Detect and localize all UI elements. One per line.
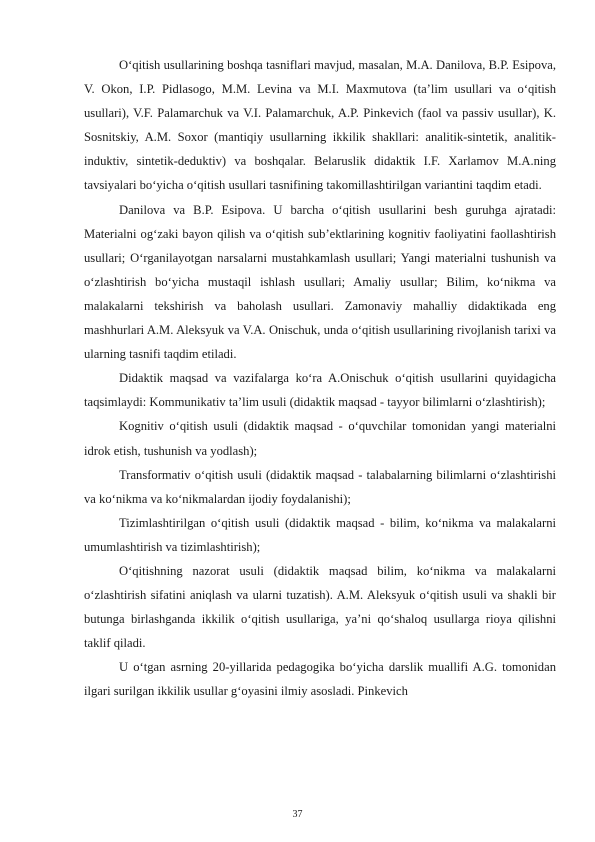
paragraph-8: U o‘tgan asrning 20-yillarida pedagogika bo‘yicha darslik muallifi A.G. tomonidan ilgari surilgan ikkilik usullar g‘oyasini ilmiy asosladi. Pinkevich <box>84 660 556 699</box>
paragraph-7: O‘qitishning nazorat usuli (didaktik maqsad bilim, ko‘nikma va malakalarni o‘zlashtirish sifatini aniqlash va ularni tuzatish). A.M. Aleksyuk o‘qitish usuli va shakli bir butunga birlashganda ikkilik o‘qitish usullariga, ya’ni qo‘shaloq usullarga rioya qilishni taklif qiladi. <box>84 563 556 651</box>
paragraph-1: O‘qitish usullarining boshqa tasniflari mavjud, masalan, M.A. Danilova, B.P. Esipova, V. Okon, I.P. Pidlasogo, M.M. Levina va M.I. Maxmutova (ta’lim usullari va o‘qitish usullari), V.F. Palamarchuk va V.I. Palamarchuk, A.P. Pinkevich (faol va passiv usullar), K. Sosnitskiy, A.M. Soxor (mantiqiy usullarning ikkilik shakllari: analitik-sintetik, analitik-induktiv, sintetik-deduktiv) va boshqalar. Belaruslik didaktik I.F. Xarlamov M.A.ning tavsiyalari bo‘yicha o‘qitish usullari tasnifining takomillashtirilgan variantini taqdim etadi. <box>84 58 556 193</box>
document-page <box>84 53 556 704</box>
page-number: 37 <box>292 809 303 820</box>
paragraph-5: Transformativ o‘qitish usuli (didaktik maqsad - talabalarning bilimlarni o‘zlashtirishi va ko‘nikma va ko‘nikmalardan ijodiy foydalanishi); <box>84 467 556 506</box>
paragraph-2: Danilova va B.P. Esipova. U barcha o‘qitish usullarini besh guruhga ajratadi: Materialni og‘zaki bayon qilish va o‘qitish sub’ektlarining kognitiv faoliyatini faollashtirish usullari; O‘rganilayotgan narsalarni mustahkamlash usullari; Yangi materialni tushunish va o‘zlashtirish bo‘yicha mustaqil ishlash usullari; Amaliy usullar; Bilim, ko‘nikma va malakalarni tekshirish va baholash usullari. Zamonaviy mahalliy didaktikada eng mashhurlari A.M. Aleksyuk va V.A. Onischuk, unda o‘qitish usullarining rivojlanish tarixi va ularning tasnifi taqdim etiladi. <box>84 202 556 362</box>
paragraph-4: Kognitiv o‘qitish usuli (didaktik maqsad - o‘quvchilar tomonidan yangi materialni idrok etish, tushunish va yodlash); <box>84 419 556 458</box>
paragraph-3: Didaktik maqsad va vazifalarga ko‘ra A.Onischuk o‘qitish usullarini quyidagicha taqsimlaydi: Kommunikativ ta’lim usuli (didaktik maqsad - tayyor bilimlarni o‘zlashtirish); <box>84 371 556 410</box>
paragraph-6: Tizimlashtirilgan o‘qitish usuli (didaktik maqsad - bilim, ko‘nikma va malakalarni umumlashtirish va tizimlashtirish); <box>84 515 556 554</box>
